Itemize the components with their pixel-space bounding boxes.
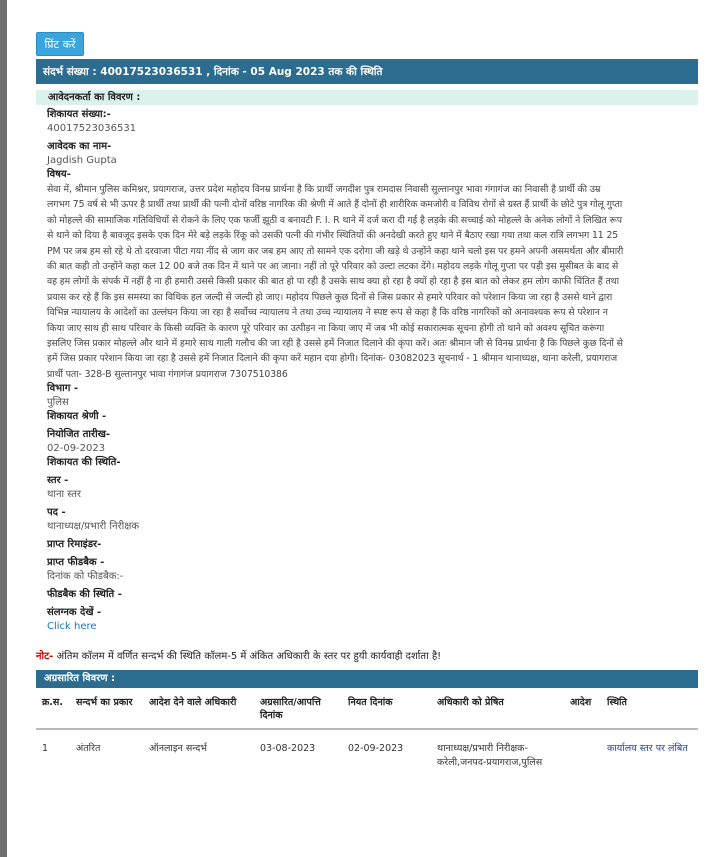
table-header-cell: अग्रसारित/आपत्ति दिनांक	[254, 688, 342, 729]
note-prefix: नोट-	[36, 651, 54, 662]
attachment-link[interactable]: Click here	[47, 621, 97, 633]
status-link[interactable]: कार्यालय स्तर पर लंबित	[607, 743, 688, 754]
post-value: थानाध्यक्ष/प्रभारी निरीक्षक	[47, 521, 140, 533]
table-cell	[564, 729, 601, 778]
complaint-no-label: शिकायत संख्या:-	[47, 109, 111, 120]
department-value: पुलिस	[47, 397, 69, 409]
applicant-details	[47, 108, 693, 634]
due-date-value: 02-09-2023	[47, 443, 106, 455]
reference-bar	[36, 59, 698, 84]
subject-line: लगभग 75 वर्ष से भी ऊपर है प्रार्थी तथा प्रार्थी की पत्नी दोनों वरिष्ठ नागरिक की श्रेणी में आते हैं दोनों ही शारीरिक कमजोरी व विविध रोगों से ग्रस्त हैं प्रार्थी के छोटे पुत्र गोलू गुप्ता	[47, 199, 623, 211]
feedback-label: प्राप्त फीडबैक -	[47, 557, 105, 569]
forward-table	[36, 688, 698, 778]
table-header-cell: क्र.स.	[36, 688, 70, 729]
table-header-cell: आदेश देने वाले अधिकारी	[143, 688, 254, 729]
level-label: स्तर -	[47, 475, 69, 487]
due-date-label: नियोजित तारीख-	[47, 429, 111, 441]
table-header-cell: स्थिति	[601, 688, 698, 729]
print-button[interactable]: प्रिंट करें	[36, 32, 84, 56]
table-cell: ऑनलाइन सन्दर्भ	[149, 743, 207, 754]
subject-line: किया जाए साथ ही साथ परिवार के किसी व्यक्ति के कारण पूरे परिवार का उत्पीड़न ना किया जाए में जब भी कोई सकारात्मक सूचना होगी तो थाने को अवश्य सूचित करूंगा	[47, 322, 605, 334]
attachment-label: संलग्नक देखें -	[47, 607, 102, 619]
table-header-cell: आदेश	[564, 688, 601, 729]
applicant-name-value: Jagdish Gupta	[47, 155, 117, 166]
level-value: थाना स्तर	[47, 489, 81, 501]
left-edge-strip	[0, 0, 7, 857]
subject-label: विषय-	[47, 169, 71, 180]
subject-line: की बात कही तो उन्होंने कहा कल 12 00 बजे तक दिन में थाने पर आ जाना। नहीं तो पूरे परिवार को उल्टा लटका देंगे। महोदय लड़के गोलू गुप्ता पर पड़ी इस मुसीबत के बाद से	[47, 261, 619, 273]
table-header-cell: अधिकारी को प्रेषित	[431, 688, 564, 729]
applicant-section-header: आवेदनकर्ता का विवरण :	[36, 90, 698, 105]
subject-line: सेवा में, श्रीमान पुलिस कमिश्नर, प्रयागराज, उत्तर प्रदेश महोदय विनम्र प्रार्थना है कि प्रार्थी जगदीश पुत्र रामदास निवासी सुल्तानपुर भावा गंगागंज का निवासी है प्रार्थी की उम्र	[47, 184, 601, 195]
table-cell: 1	[42, 743, 49, 754]
subject-line: इसलिए जिस प्रकार मोहल्ले और थाने में हमारे साथ गाली गलौच की जा रही है उससे हमें निजात दिलाने की कृपा करें। अतः श्रीमान जी से विनम्र प्रार्थना है कि पिछले कुछ दिनों से	[47, 338, 623, 350]
subject-line: प्रयास कर रहे हैं कि इस समस्या का विधिक हल जल्दी से जल्दी हो जाए। महोदय पिछले कुछ दिनों से जिस प्रकार से हमारे परिवार को परेशान किया जा रहा है उससे थाने द्वारा	[47, 291, 613, 303]
table-cell: 03-08-2023	[260, 743, 316, 754]
subject-line: से थाने को दिया है बावजूद इसके एक दिन मेरे बड़े लड़के रिंकू को उसकी पत्नी की गंभीर स्थितियों की अनदेखी करते हुए थाने में बैठाए रखा गया तथा कल रात्रि लगभग 11 25	[47, 230, 619, 242]
subject-text	[47, 182, 693, 382]
table-row	[36, 729, 698, 778]
subject-line: विभिन्न न्यायालय के आदेशों का उल्लंघन किया जा रहा है सर्वोच्च न्यायालय ने तथा उच्च न्यायालय ने स्पष्ट रूप से कहा है कि वरिष्ठ नागरिकों को अनावश्यक रूप से परेशान न	[47, 307, 608, 319]
complaint-no-value: 40017523036531	[47, 123, 137, 134]
table-cell: थानाध्यक्ष/प्रभारी निरीक्षक-करेली,जनपद-प्रयागराज,पुलिस	[437, 743, 543, 768]
feedback-status-label: फीडबैक की स्थिति -	[47, 589, 122, 601]
subject-line: वह हम लोगों के संपर्क में नहीं है ना ही हमारी उससे किसी प्रकार की बात हो पा रही है उसके साथ क्या हो रहा है क्यों हो रहा है इस बात को लेकर हम लोग काफी चिंतित हैं तथा	[47, 276, 619, 288]
table-header-cell: नियत दिनांक	[342, 688, 431, 729]
reference-text: संदर्भ संख्या : 40017523036531 , दिनांक - 05 Aug 2023 तक की स्थिति	[43, 65, 383, 78]
subject-line: हमें जिस प्रकार परेशान किया जा रहा है उससे हमें निजात दिलाने की कृपा करें महान दया होगी। दिनांक- 03082023 सूचनार्थ - 1 श्रीमान थानाध्यक्ष, थाना करेली, प्रयागराज	[47, 353, 618, 365]
forward-section-header: अग्रसारित विवरण :	[36, 670, 698, 688]
note-text: अंतिम कॉलम में वर्णित सन्दर्भ की स्थिति कॉलम-5 में अंकित अधिकारी के स्तर पर हुयी कार्यवाही दर्शाता है!	[53, 651, 442, 662]
post-label: पद -	[47, 507, 66, 519]
reminder-label: प्राप्त रिमाइंडर-	[47, 539, 102, 551]
subject-line: प्रार्थी पता- 328-B सुल्तानपुर भावा गंगागंज प्रयागराज 7307510386	[47, 368, 288, 380]
table-header-row	[36, 688, 698, 729]
table-cell: अंतरित	[76, 743, 101, 754]
note	[36, 650, 698, 664]
department-label: विभाग -	[47, 383, 79, 395]
table-header-cell: सन्दर्भ का प्रकार	[70, 688, 143, 729]
category-label: शिकायत श्रेणी -	[47, 411, 107, 423]
applicant-name-label: आवेदक का नाम-	[47, 141, 112, 152]
subject-line: को मोहल्ले की सामाजिक गतिविधियों से रोकने के लिए एक फर्जी झूठी व बनावटी F. I. R थाने में दर्ज करा दी गई है लड़के की सच्चाई को मोहल्ले के अनेक लोगों ने लिखित रूप	[47, 214, 622, 226]
table-cell: 02-09-2023	[348, 743, 404, 754]
subject-line: PM पर जब हम सो रहे थे तो दरवाजा पीटा गया नींद से जाग कर जब हम आए तो सामने एक दरोगा जी खड़े थे उन्होंने कहा थाने चलो इस पर हमने अपनी असमर्थता और बीमारी	[47, 245, 624, 257]
feedback-value: दिनांक को फीडबैक:-	[47, 571, 124, 583]
status-label: शिकायत की स्थिति-	[47, 457, 121, 469]
